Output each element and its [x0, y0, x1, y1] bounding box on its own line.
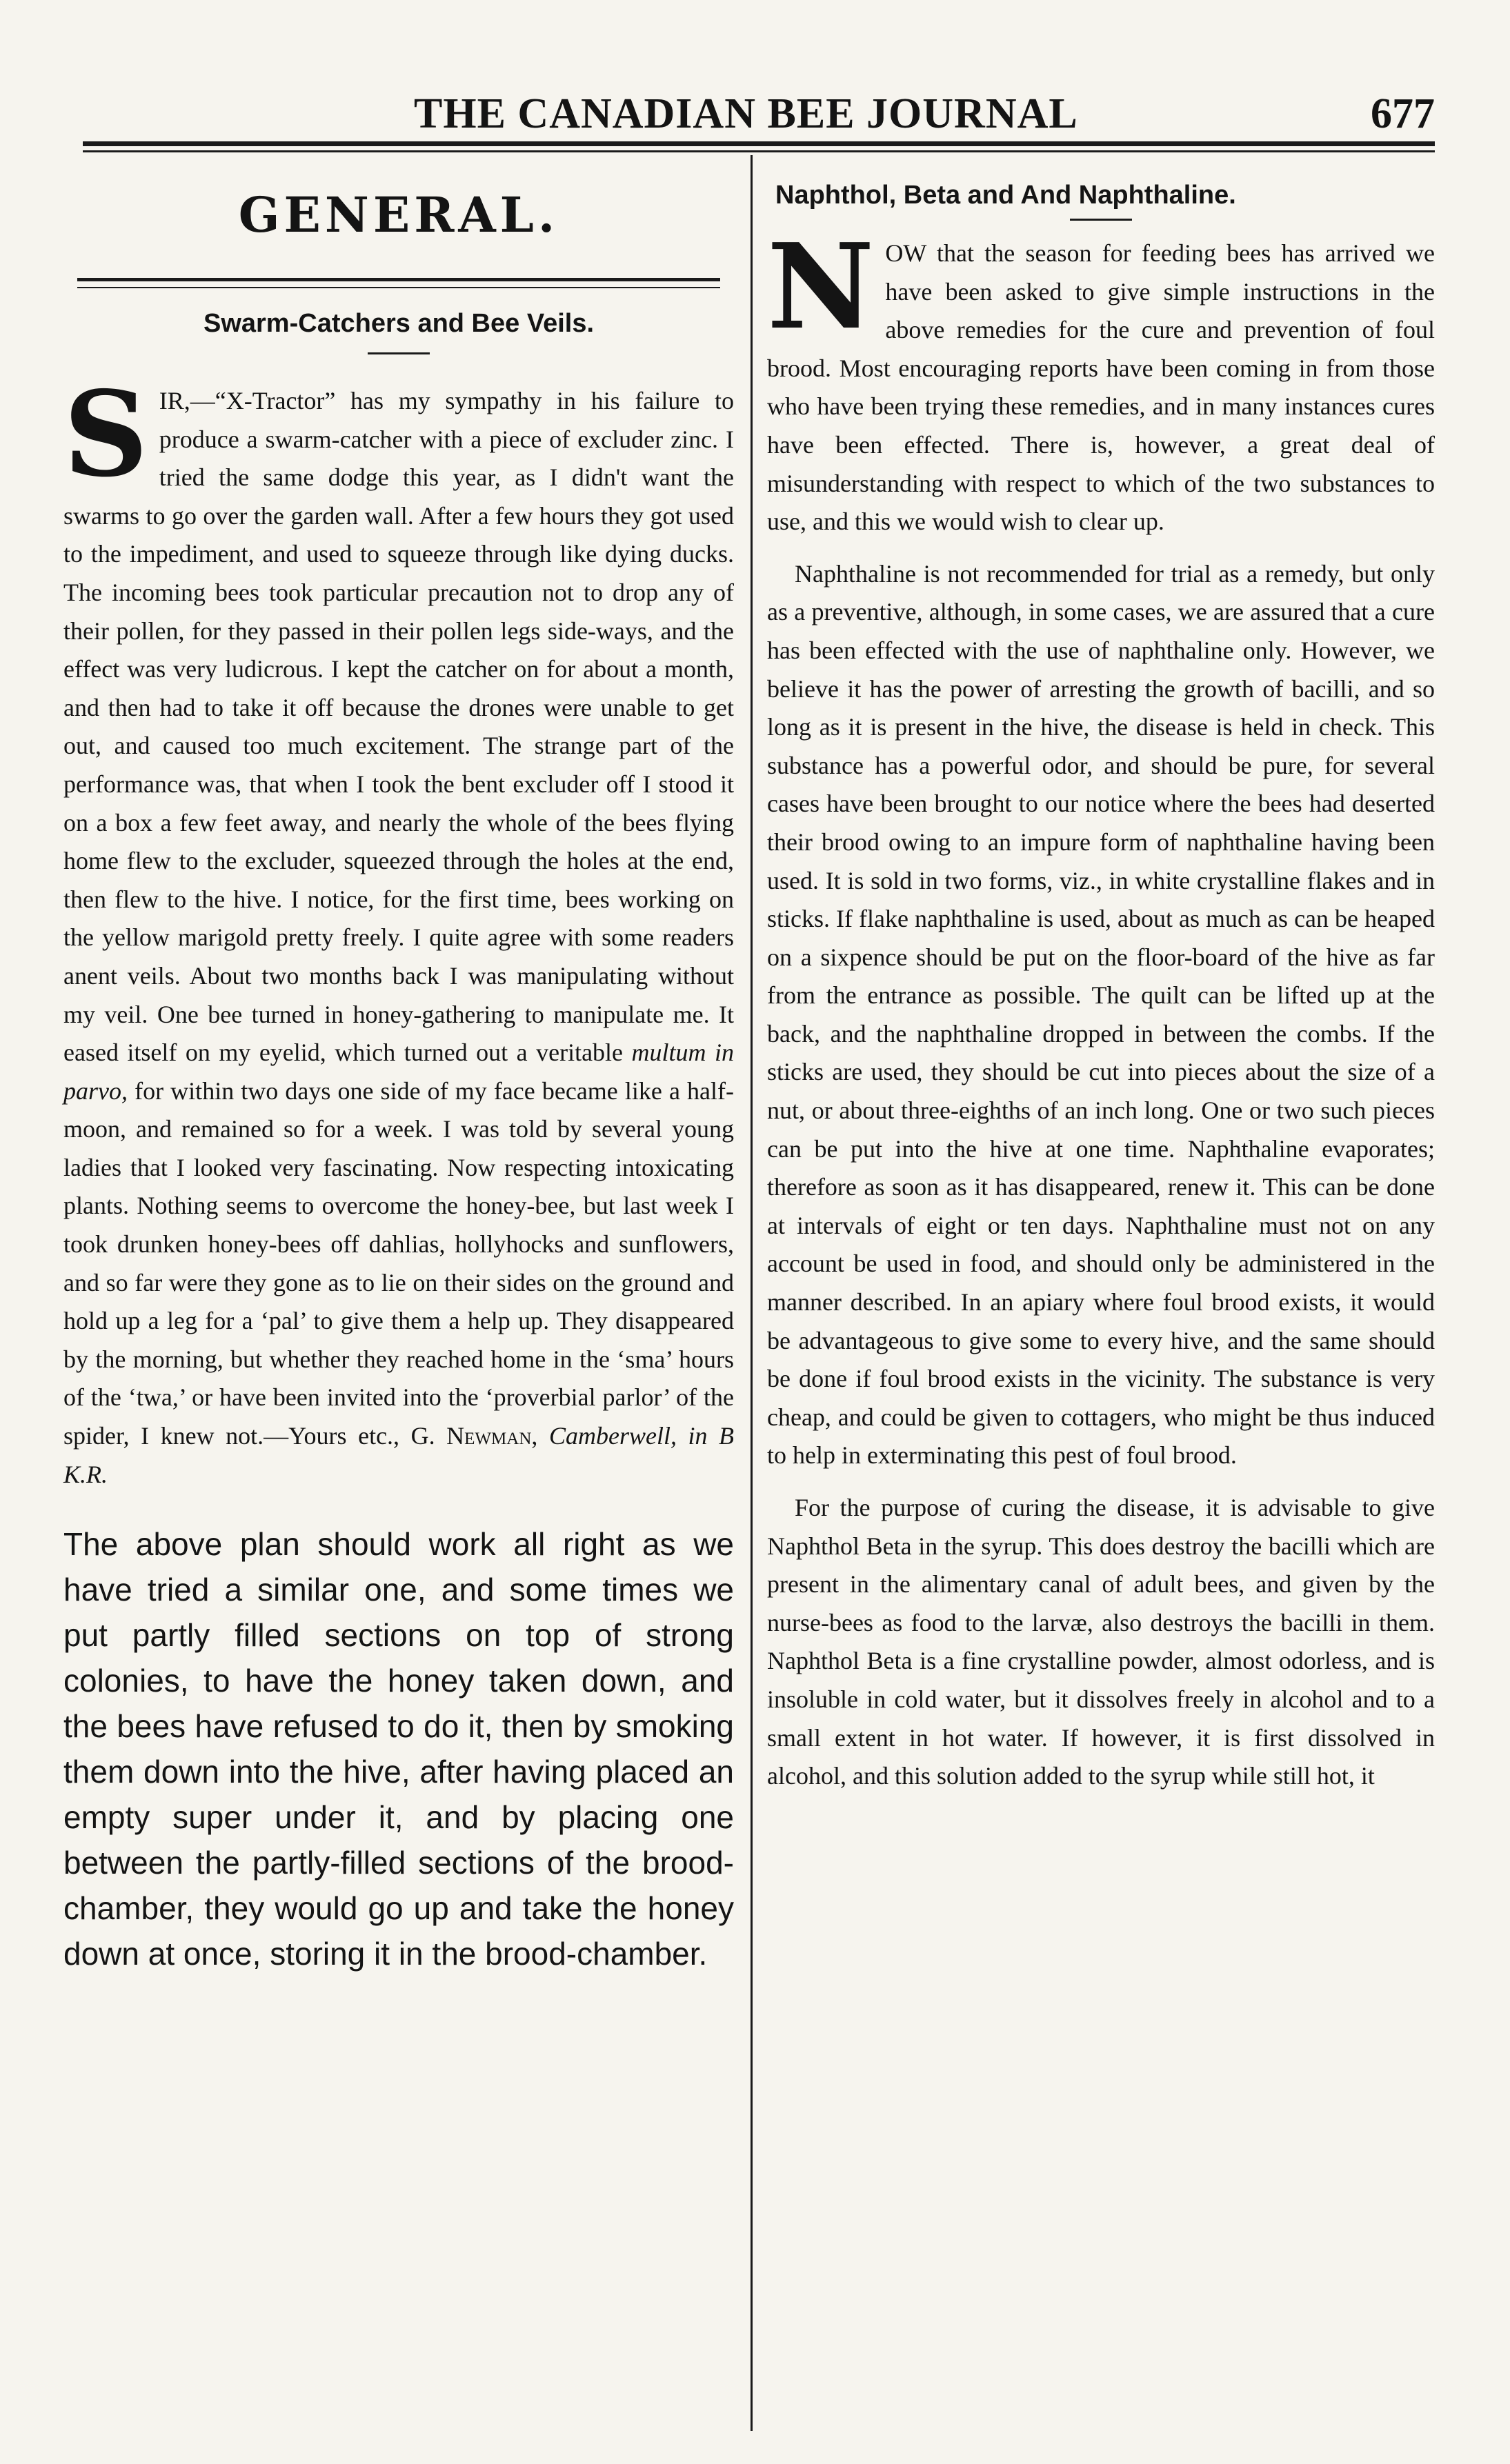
paragraph-3-text: For the purpose of curing the disease, it is advisable to give Naphthol Beta in the syrup. This does destroy the bacilli which are present in the alimentary canal of adult bees, and given by the nurse-bees as food to the larvæ, also destroys the bacilli in them. Naphthol Beta is a fine crystalline powder, almost odorless, and is insoluble in cold water, but it dissolves freely in alcohol and to a small extent in hot water. If however, it is first dissolved in alcohol, and this solution added to the syrup while still hot, it: [767, 1494, 1435, 1790]
section-rule-thick: [77, 278, 720, 281]
section-heading: GENERAL.: [238, 186, 559, 243]
paragraph-3: [767, 1489, 1435, 1796]
dropcap-right: N: [767, 218, 875, 356]
page-number: 677: [1371, 90, 1435, 137]
journal-title: THE CANADIAN BEE JOURNAL: [414, 90, 1078, 137]
header-rule-thin: [83, 150, 1435, 152]
left-column: [63, 166, 734, 2008]
signature-name: G. Newman,: [410, 1422, 538, 1450]
article-title-right: Naphthol, Beta and And Naphthaline.: [775, 181, 1236, 210]
paragraph-2-text: Naphthaline is not recommended for trial as a remedy, but only as a preventive, although, in some cases, we are assured that a cure has been effected with the use of naphthaline only. However, we believe it has the power of arresting the growth of bacilli, and so long as it is present in the hive, the disease is held in check. This substance has a powerful odor, and should be pure, for several cases have been brought to our notice where the bees had deserted their brood owing to an impure form of naphthaline having been used. It is sold in two forms, viz., in white crystalline flakes and in sticks. If flake naphthaline is used, about as much as can be heaped on a sixpence should be put on the floor-board of the hive as far from the entrance as possible. The quilt can be lifted up at the back, and the naphthaline dropped in between the combs. If the sticks are used, they should be cut into pieces about the size of a nut, or about three-eighths of an inch long. One or two such pieces can be put into the hive at one time. Naphthaline evaporates; therefore as soon as it has disappeared, renew it. This can be done at intervals of eight or ten days. Naphthaline must not on any account be used in food, and should only be administered in the manner described. In an apiary where foul brood exists, it would be advantageous to give some to every hive, and the same should be done if foul brood exists in the vicinity. The substance is very cheap, and could be given to cottagers, who might be thus induced to help in exterminating this pest of foul brood.: [767, 559, 1435, 1470]
letter-text-continued: for within two days one side of my face became like a half-moon, and remained so for a week. I was told by several young ladies that I looked very fascinating. Now respecting intoxicating plants. Nothing seems to overcome the honey-bee, but last week I took drunken honey-bees off dahlias, hollyhocks and sunflowers, and so far were they gone as to lie on their sides on the ground and hold up a leg for a ‘pal’ to give them a help up. They disappeared by the morning, but whether they reached home in the ‘sma’ hours of the ‘twa,’ or have been invited into the ‘proverbial parlor’ of the spider, I knew not.—Yours etc.,: [63, 1076, 735, 1450]
letter-italic-phrase: multum in parvo,: [63, 1039, 734, 1105]
header-rule-thick: [83, 141, 1435, 146]
letter-text: IR,—“X-Tractor” has my sympathy in his failure to produce a swarm-catcher with a piece of excluder zinc. I tried the same dodge this year, as I didn't want the swarms to go over the garden wall. After a few hours they got used to the impediment, and used to squeeze through like dying ducks. The incoming bees took particular precaution not to drop any of their pollen, for they passed in their pollen legs side-ways, and the effect was very ludicrous. I kept the catcher on for about a month, and then had to take it off because the drones were unable to get out, and caused too much excitement. The strange part of the performance was, that when I took the bent excluder off I stood it on a box a few feet away, and nearly the whole of the bees flying home flew to the excluder, squeezed through the holes at the end, then flew to the hive. I notice, for the first time, bees working on the yellow marigold pretty freely. I quite agree with some readers anent veils. About two months back I was manipulating without my veil. One bee turned in honey-gathering to manipulate me. It eased itself on my eyelid, which turned out a veritable: [63, 387, 734, 1067]
paragraph-1: [767, 218, 1435, 541]
article-title: Swarm-Catchers and Bee Veils.: [203, 309, 595, 338]
dropcap: S: [63, 365, 148, 503]
editor-note: The above plan should work all right as we have tried a similar one, and some times we put partly filled sections on top of strong colonies, to have the honey taken down, and the bees have refused to do it, then by smoking them down into the hive, after having placed an empty super under it, and by placing one between the partly-filled sections of the brood-chamber, they would go up and take the honey down at once, storing it in the brood-chamber.: [63, 1526, 734, 1972]
letter-body: [63, 365, 735, 1494]
right-column: [767, 166, 1435, 1796]
column-divider: [751, 155, 753, 2431]
title-rule-right: [1070, 219, 1132, 221]
paragraph-2: [767, 555, 1435, 1475]
paragraph-1-text: OW that the season for feeding bees has arrived we have been asked to give simple instructions in the above remedies for the cure and prevention of foul brood. Most encouraging reports have been coming in from those who have been trying these remedies, and in many instances cures have been effected. There is, however, a great deal of misunderstanding with respect to which of the two substances to use, and this we would wish to clear up.: [767, 239, 1435, 536]
section-rule-thin: [77, 287, 720, 288]
signature-place: Camberwell, in B K.R.: [63, 1422, 735, 1488]
running-header: [97, 83, 1435, 145]
title-rule: [368, 352, 430, 354]
